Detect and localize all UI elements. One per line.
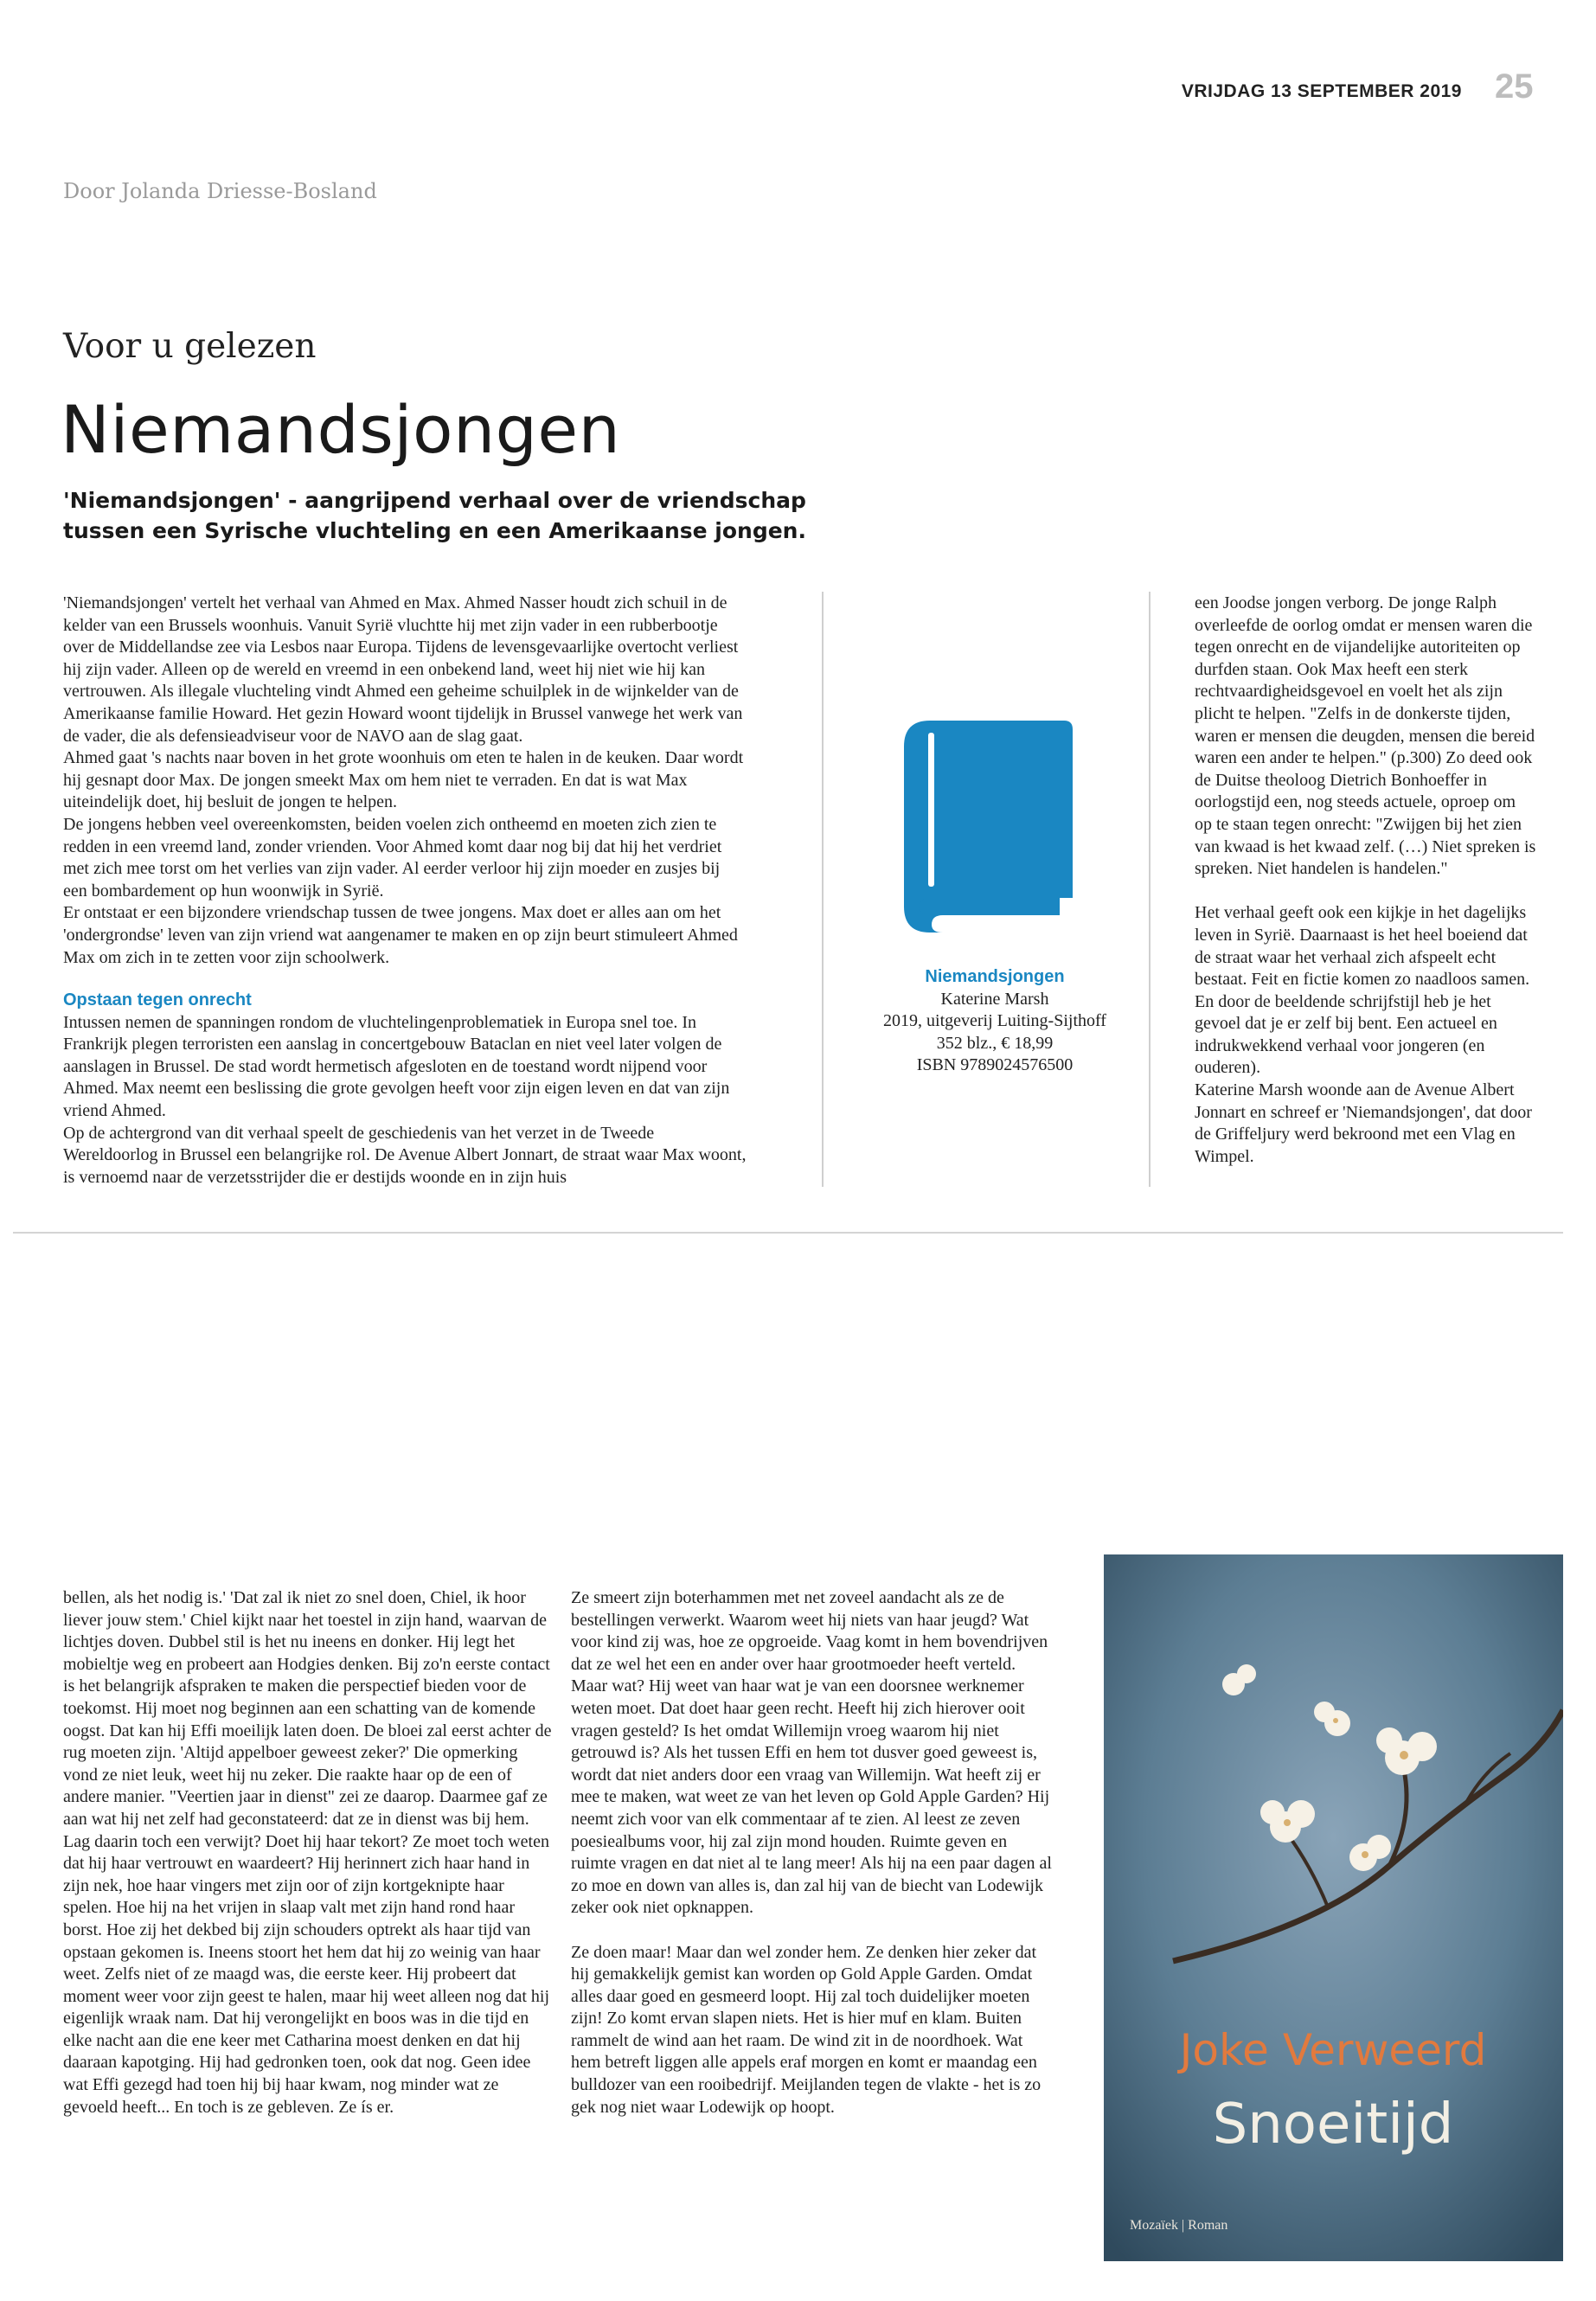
page-number: 25 <box>1495 67 1534 106</box>
book-info-isbn: ISBN 9789024576500 <box>916 1055 1074 1074</box>
paragraph: 'Niemandsjongen' vertelt het verhaal van Ahmed en Max. Ahmed Nasser houdt zich schuil in de kelder van een Brussels woonhuis. Vanuit Syrië vluchtte hij met zijn vader in een rubberbootje over de Middellandse zee via Lesbos naar Europa. Tijdens de levensgevaarlijke overtocht verliest hij zijn vader. Alleen op de wereld en vreemd in een onbekend land, weet hij niet wie hij kan vertrouwen. Als illegale vluchteling vindt Ahmed een geheime schuilplek in de wijnkelder van de Amerikaanse familie Howard. Het gezin Howard woont tijdelijk in Brussel vanwege het werk van de vader, die als defensieadviseur voor de NAVO aan de slag gaat. <box>63 593 743 746</box>
paragraph: Op de achtergrond van dit verhaal speelt de geschiedenis van het verzet in de Tweede Wereldoorlog in Brussel een belangrijke rol. De Avenue Albert Jonnart, de straat waar Max woont, is vernoemd naar de verzetsstrijder die er destijds woonde en in zijn huis <box>63 1123 747 1187</box>
article-column-3 <box>1195 593 1536 1168</box>
article-column-1 <box>63 593 747 1189</box>
book-info-price: 352 blz., € 18,99 <box>936 1033 1054 1053</box>
book-cover-art <box>1104 1554 1563 2261</box>
excerpt-column-2 <box>571 1587 1055 2118</box>
paragraph: Het verhaal geeft ook een kijkje in het dagelijks leven in Syrië. Daarnaast is het heel boeiend dat de straat waar het verhaal zich afspeelt echt bestaat. Feit en fictie komen zo naadloos samen. En door de beeldende schrijfstijl heb je het gevoel dat je er zelf bij bent. Een actueel en indrukwekkend verhaal voor jongeren (en ouderen). <box>1195 903 1530 1078</box>
article-title: Niemandsjongen <box>61 391 621 468</box>
book-info <box>856 966 1133 1077</box>
paragraph: Ze smeert zijn boterhammen met net zoveel aandacht als ze de bestellingen verwerkt. Waarom weet hij niets van haar jeugd? Wat voor kind zij was, hoe ze opgroeide. Vaag komt in hem bovendrijven dat ze wel het een en ander over haar grootmoeder heeft verteld. Maar wat? Hij weet van haar wat je van een doorsnee werknemer weten moet. Dat doet haar geen recht. Heeft hij zich hierover ooit vragen gesteld? Is het omdat Willemijn vroeg waarom hij niet getrouwd is? Als het tussen Effi en hem tot dusver goed geweest is, wordt dat niet anders door een vraag van Willemijn. Wat heeft zij er mee te maken, wat weet ze van het leven op Gold Apple Garden? Hij neemt zich voor van elk commentaar af te zien. Al leest ze zeven poesiealbums voor, hij zal zijn mond houden. Ruimte geven en ruimte vragen en dat niet al te lang meer! Als hij na een paar dagen al zo moe en down van alles is, dan zal hij van de biecht van Lodewijk zeker ook niet opknappen. <box>571 1588 1052 1918</box>
excerpt-column-1 <box>63 1587 556 2118</box>
paragraph: De jongens hebben veel overeenkomsten, beiden voelen zich ontheemd en moeten zich zien te redden in een vreemd land, zonder vrienden. Voor Ahmed komt daar nog bij dat hij het verdriet met zich mee torst om het verlies van zijn vader. Al eerder verloor hij zijn moeder en zusjes bij een bombardement op hun woonwijk in Syrië. <box>63 814 722 901</box>
cover-title: Snoeitijd <box>1212 2093 1454 2157</box>
paragraph: Ahmed gaat 's nachts naar boven in het grote woonhuis om eten te halen in de keuken. Daar wordt hij gesnapt door Max. De jongen smeekt Max om hem niet te verraden. En dat is wat Max uiteindelijk doet, hij besluit de jongen te helpen. <box>63 748 744 812</box>
column-divider <box>1149 592 1151 1187</box>
paragraph: Intussen nemen de spanningen rondom de vluchtelingenproblematiek in Europa snel toe. In Frankrijk plegen terroristen een aanslag in concertgebouw Bataclan en niet veel later volgen de aanslagen in Brussel. De stad wordt hermetisch afgesloten en de toestand wordt nijpend voor Ahmed. Max neemt een beslissing die grote gevolgen heeft voor zijn eigen leven en dat van zijn vriend Ahmed. <box>63 1012 730 1121</box>
book-info-title: Niemandsjongen <box>925 967 1065 986</box>
book-info-publisher: 2019, uitgeverij Luiting-Sijthoff <box>883 1011 1106 1030</box>
byline: Door Jolanda Driesse-Bosland <box>63 179 377 203</box>
cover-author: Joke Verweerd <box>1179 2025 1487 2075</box>
paragraph: bellen, als het nodig is.' 'Dat zal ik niet zo snel doen, Chiel, ik hoor liever jouw stem.' Chiel kijkt naar het toestel in zijn hand, waarvan de lichtjes doven. Dubbel stil is het nu ineens en donker. Hij legt het mobieltje weg en probeert aan Hodgies denken. Bij zo'n eerste contact is het belangrijk afspraken te maken die perspectief bieden voor de toekomst. Hij moet nog beginnen aan een schatting van de komende oogst. Dat kan hij Effi moeilijk laten doen. De bloei zal eerst achter de rug moeten zijn. 'Altijd appelboer geweest zeker?' Die opmerking vond ze niet leuk, weet hij nu zeker. Die raakte haar op de een of andere manier. "Veertien jaar in dienst" zei ze daarop. Daarmee gaf ze aan wat hij net zelf had geconstateerd: dat ze in dienst was bij hem. Lag daarin toch een verwijt? Doet hij haar tekort? Ze moet toch weten dat hij haar vertrouwt en waardeert? Hij herinnert zich haar hand in zijn nek, hoe haar vingers met zijn oor of zijn kortgeknipte haar spelen. Hoe hij na het vrijen in slaap valt met zijn hand rond haar borst. Hoe zij het dekbed bij zijn schouders optrekt als haar tijd van opstaan gekomen is. Ineens stoort het hem dat hij zo weinig van haar weet. Zelfs niet of ze maagd was, die eerste keer. Hij probeert dat moment weer voor zijn geest te halen, maar hij weet alleen nog dat hij eigenlijk wraak nam. Dat hij verongelijkt en boos was in die tijd en elke nacht aan die ene keer met Catharina moest denken en dat hij daaraan kapotging. Hij had gedronken toen, ook dat nog. Geen idee wat Effi gezegd had toen hij bij haar kwam, nog minder wat ze gevoeld heeft... En toch is ze gebleven. Ze ís er. <box>63 1588 552 2117</box>
book-info-author: Katerine Marsh <box>940 989 1049 1009</box>
paragraph: Ze doen maar! Maar dan wel zonder hem. Ze denken hier zeker dat hij gemakkelijk gemist kan worden op Gold Apple Garden. Omdat alles daar goed en gesmeerd loopt. Hij zal toch duidelijker moeten zijn! Zo komt ervan slapen niets. Het is hier muf en klam. Buiten rammelt de wind aan het raam. De wind zit in de noordhoek. Wat hem betreft liggen alle appels eraf morgen en komt er maandag een bulldozer van een rooibedrijf. Meijlanden tegen de vlakte - het is zo gek nog niet waar Lodewijk op hoopt. <box>571 1942 1042 2117</box>
book-icon <box>904 721 1073 933</box>
book-cover <box>1104 1554 1563 2261</box>
paragraph: Katerine Marsh woonde aan de Avenue Albert Jonnart en schreef er 'Niemandsjongen', dat door de Griffeljury werd bekroond met een Vlag en Wimpel. <box>1195 1080 1532 1166</box>
section-title: Voor u gelezen <box>63 327 317 366</box>
column-divider <box>822 592 824 1187</box>
issue-date: VRIJDAG 13 SEPTEMBER 2019 <box>1181 81 1462 101</box>
paragraph: een Joodse jongen verborg. De jonge Ralph overleefde de oorlog omdat er mensen waren die tegen onrecht en de vijandelijke autoriteiten op durfden staan. Ook Max heeft een sterk rechtvaardigheidsgevoel en voelt het als zijn plicht te helpen. "Zelfs in de donkerste tijden, waren er mensen die deugden, mensen die bereid waren een ander te helpen." (p.300) Zo deed ook de Duitse theoloog Dietrich Bonhoeffer in oorlogstijd een, nog steeds actuele, oproep om op te staan tegen onrecht: "Zwijgen bij het zien van kwaad is het kwaad zelf. (…) Niet spreken is spreken. Niet handelen is handelen." <box>1195 593 1536 879</box>
section-divider <box>13 1232 1563 1234</box>
cover-imprint: Mozaïek | Roman <box>1130 2218 1228 2233</box>
subheading: Opstaan tegen onrecht <box>63 990 252 1010</box>
paragraph: Er ontstaat er een bijzondere vriendschap tussen de twee jongens. Max doet er alles aan om het 'ondergrondse' leven van zijn vriend wat aangenamer te maken en op zijn beurt stimuleert Ahmed Max om zich in te zetten voor zijn schoolwerk. <box>63 903 738 967</box>
article-lead: 'Niemandsjongen' - aangrijpend verhaal over de vriendschap tussen een Syrische vluchteling en een Amerikaanse jongen. <box>63 488 806 543</box>
